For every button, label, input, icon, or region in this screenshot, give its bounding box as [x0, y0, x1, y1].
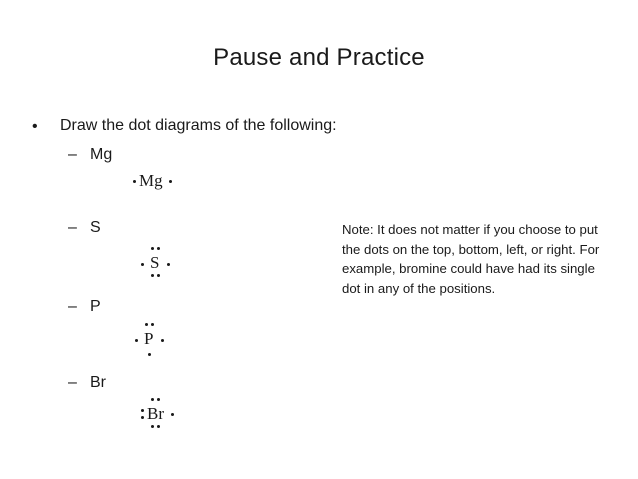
bullet-instruction: Draw the dot diagrams of the following: — [60, 117, 337, 134]
item-label-br: Br — [90, 374, 106, 391]
item-label-s: S — [90, 219, 101, 236]
electron-dot — [161, 339, 164, 342]
electron-dot — [141, 416, 144, 419]
note-text: Note: It does not matter if you choose to put the dots on the top, bottom, left, or right. For example, bromine could have had its single dot in any of the positions. — [342, 222, 600, 296]
element-symbol-p: P — [144, 329, 154, 348]
bullet-marker: • — [32, 118, 38, 135]
lewis-diagram-mg — [132, 172, 182, 192]
electron-dot — [148, 353, 151, 356]
electron-dot — [135, 339, 138, 342]
item-dash-br: – — [68, 374, 77, 391]
electron-dot — [133, 180, 136, 183]
item-dash-s: – — [68, 219, 77, 236]
electron-dot — [151, 274, 154, 277]
slide-title: Pause and Practice — [213, 44, 425, 71]
lewis-diagram-br — [138, 395, 188, 431]
electron-dot — [141, 263, 144, 266]
element-symbol-s: S — [150, 253, 160, 272]
electron-dot — [151, 425, 154, 428]
electron-dot — [169, 180, 172, 183]
electron-dot — [167, 263, 170, 266]
electron-dot — [157, 398, 160, 401]
item-dash-p: – — [68, 298, 77, 315]
element-symbol-mg: Mg — [139, 171, 163, 190]
electron-dot — [141, 409, 144, 412]
item-label-mg: Mg — [90, 146, 113, 163]
electron-dot — [157, 247, 160, 250]
lewis-diagram-s — [138, 244, 178, 280]
electron-dot — [151, 323, 154, 326]
electron-dot — [171, 413, 174, 416]
electron-dot — [157, 425, 160, 428]
item-label-p: P — [90, 298, 101, 315]
lewis-diagram-p — [132, 320, 172, 360]
element-symbol-br: Br — [147, 404, 164, 423]
item-dash-mg: – — [68, 146, 77, 163]
electron-dot — [151, 398, 154, 401]
electron-dot — [145, 323, 148, 326]
electron-dot — [157, 274, 160, 277]
electron-dot — [151, 247, 154, 250]
